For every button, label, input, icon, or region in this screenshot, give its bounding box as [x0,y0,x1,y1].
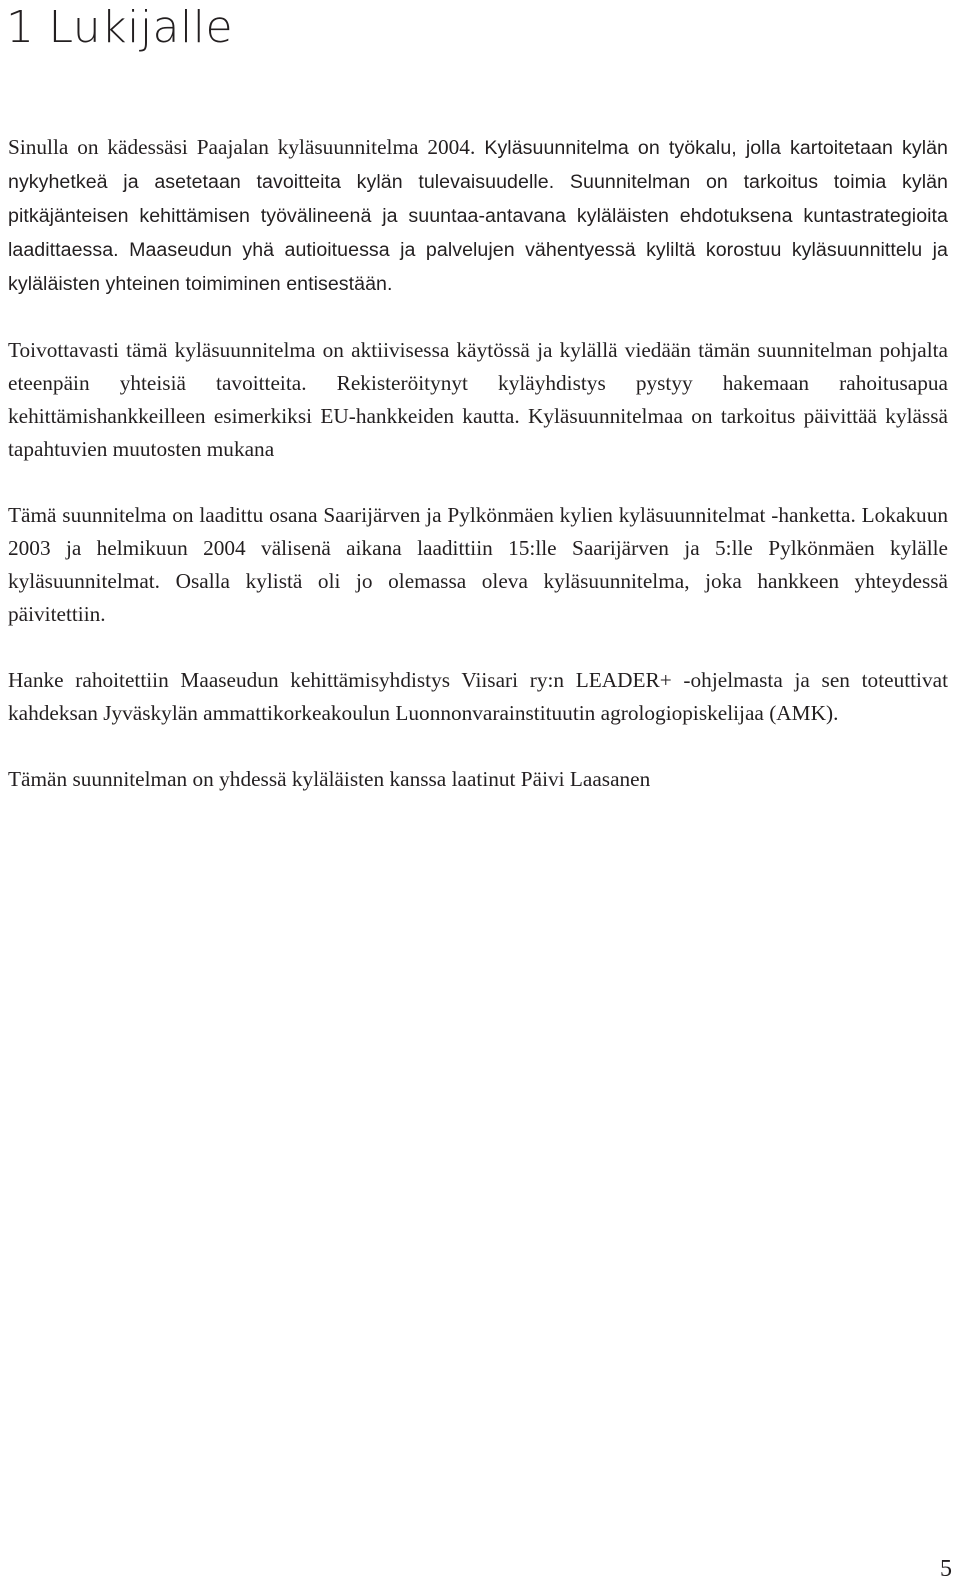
paragraph-intro [8,131,948,301]
paragraph-intro-rest: Kyläsuunnitelma on työkalu, jolla kartoitetaan kylän nykyhetkeä ja asetetaan tavoitteita kylän tulevaisuudelle. Suunnitelman on tarkoitus toimia kylän pitkäjänteisen kehittämisen työvälineenä ja suuntaa-antavana kyläläisten ehdotuksena kuntastrategioita laadittaessa. Maaseudun yhä autioituessa ja palvelujen vähentyessä kyliltä korostuu kyläsuunnittelu ja kyläläisten yhteinen toimiminen entisestään. [8,137,948,295]
paragraph-project: Tämä suunnitelma on laadittu osana Saarijärven ja Pylkönmäen kylien kyläsuunnitelmat -hanketta. Lokakuun 2003 ja helmikuun 2004 välisenä aikana laadittiin 15:lle Saarijärven ja 5:lle Pylkönmäen kylälle kyläsuunnitelmat. Osalla kylistä oli jo olemassa oleva kyläsuunnitelma, joka hankkeen yhteydessä päivitettiin. [8,503,948,626]
paragraph-intro-first-sentence: Sinulla on kädessäsi Paajalan kyläsuunnitelma 2004. [8,135,476,159]
chapter-title: Lukijalle [48,2,234,53]
paragraph-usage: Toivottavasti tämä kyläsuunnitelma on aktiivisessa käytössä ja kylällä viedään tämän suunnitelman pohjalta eteenpäin yhteisiä tavoitteita. Rekisteröitynyt kyläyhdistys pystyy hakemaan rahoitusapua kehittämishankkeilleen esimerkiksi EU-hankkeiden kautta. Kyläsuunnitelmaa on tarkoitus päivittää kylässä tapahtuvien muutosten mukana [8,338,948,461]
chapter-number: 1 [6,2,35,53]
paragraph-funding: Hanke rahoitettiin Maaseudun kehittämisyhdistys Viisari ry:n LEADER+ -ohjelmasta ja sen toteuttivat kahdeksan Jyväskylän ammattikorkeakoulun Luonnonvarainstituutin agrologiopiskelijaa (AMK). [8,668,948,725]
body-text [8,131,948,829]
paragraph-author: Tämän suunnitelman on yhdessä kyläläisten kanssa laatinut Päivi Laasanen [8,767,651,791]
chapter-heading [6,0,233,56]
page-number: 5 [940,1556,952,1582]
